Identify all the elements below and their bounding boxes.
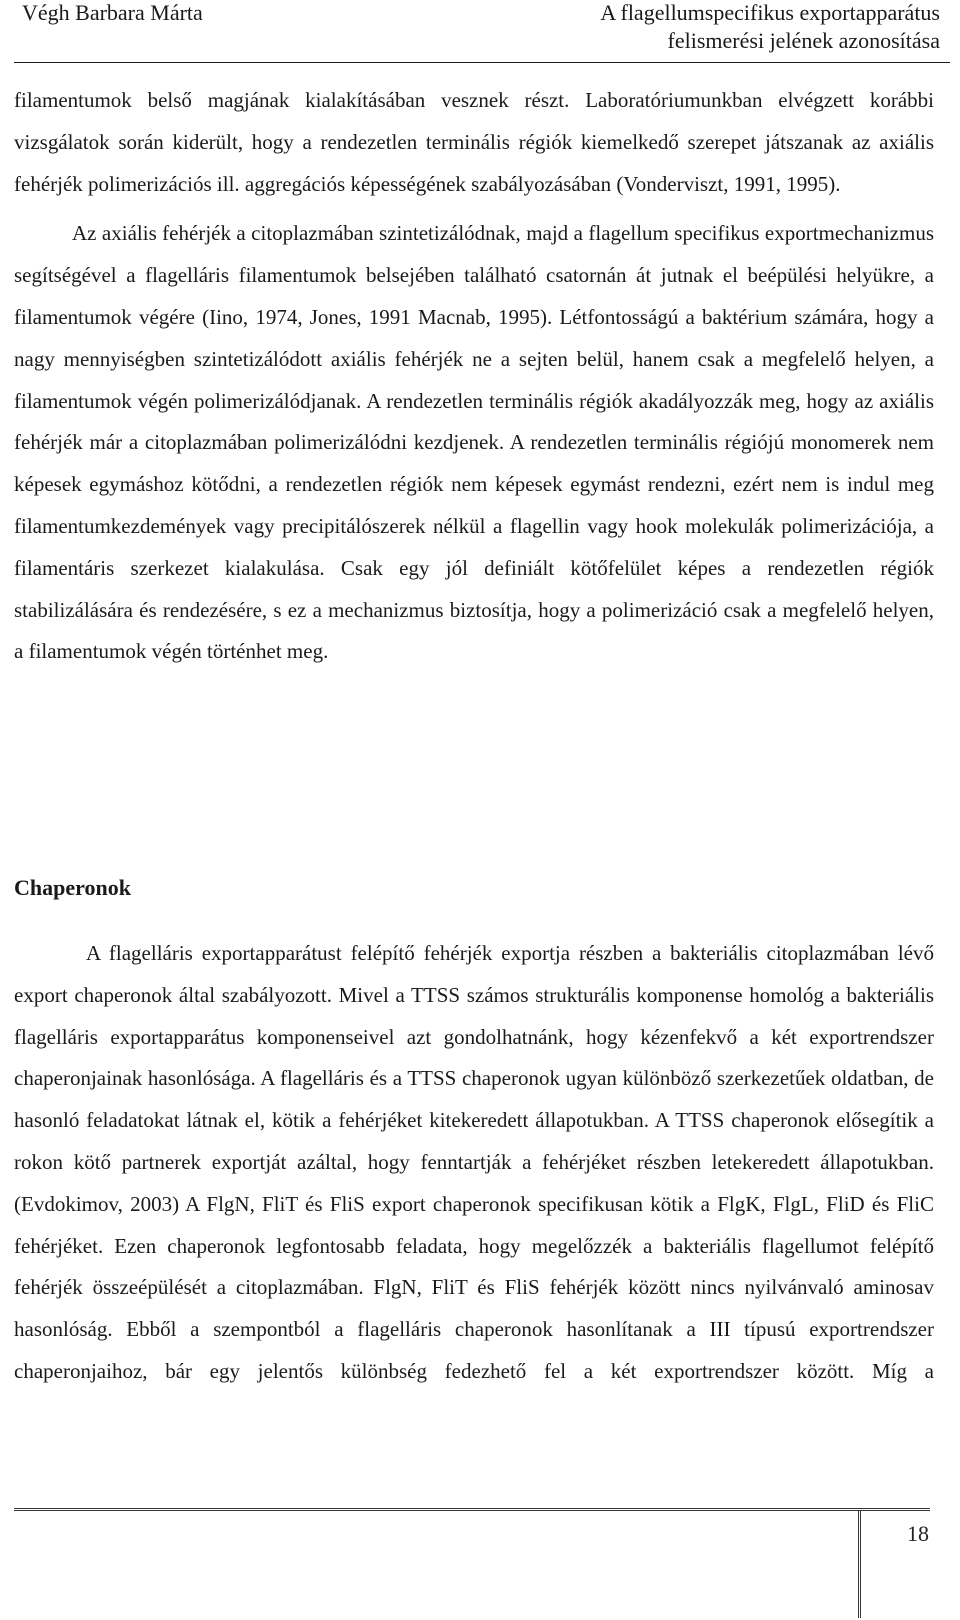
section-heading: Chaperonok bbox=[14, 875, 131, 900]
header-divider bbox=[14, 62, 950, 63]
body-paragraph-3: A flagelláris exportapparátust felépítő fehérjék exportja részben a bakteriális citoplazmában lévő export chaperonok által szabályozott. Mivel a TTSS számos strukturális komponense homológ a bakteriális flagelláris exportapparátus komponenseivel azt gondolhatnánk, hogy kézenfekvő a két exportrendszer chaperonjainak hasonlósága. A flagelláris és a TTSS chaperonok ugyan különböző szerkezetűek oldatban, de hasonló feladatokat látnak el, kötik a fehérjéket kitekeredett állapotukban. A TTSS chaperonok elősegítik a rokon kötő partnerek exportját azáltal, hogy fenntartják a fehérjéket részben letekeredett állapotukban. (Evdokimov, 2003) A FlgN, FliT és FliS export chaperonok specifikusan kötik a FlgK, FlgL, FliD és FliC fehérjéket. Ezen chaperonok legfontosabb feladata, hogy megelőzzék a bakteriális flagellumot felépítő fehérjék összeépülését a citoplazmában. FlgN, FliT és FliS fehérjék között nincs nyilvánvaló aminosav hasonlóság. Ebből a szempontból a flagelláris chaperonok hasonlítanak a III típusú exportrendszer chaperonjaihoz, bár egy jelentős különbség fedezhető fel a két exportrendszer között. Míg a bbox=[14, 941, 934, 1383]
footer-divider bbox=[14, 1508, 930, 1511]
header-title-line-2: felismerési jelének azonosítása bbox=[667, 28, 940, 53]
page-number-box bbox=[858, 1510, 933, 1618]
running-header bbox=[0, 0, 960, 60]
body-paragraph-1: filamentumok belső magjának kialakításában vesznek részt. Laboratóriumunkban elvégzett korábbi vizsgálatok során kiderült, hogy a rendezetlen terminális régiók kiemelkedő szerepet játszanak az axiális fehérjék polimerizációs ill. aggregációs képességének szabályozásában (Vonderviszt, 1991, 1995). bbox=[14, 88, 934, 196]
page-body bbox=[14, 80, 934, 1383]
header-title-line-1: A flagellumspecifikus exportapparátus bbox=[600, 0, 940, 25]
page-number: 18 bbox=[907, 1521, 929, 1546]
header-title bbox=[600, 0, 940, 55]
header-author: Végh Barbara Márta bbox=[22, 0, 203, 25]
body-paragraph-2: Az axiális fehérjék a citoplazmában szintetizálódnak, majd a flagellum specifikus exportmechanizmus segítségével a flagelláris filamentumok belsejében található csatornán át jutnak el beépülési helyükre, a filamentumok végére (Iino, 1974, Jones, 1991 Macnab, 1995). Létfontosságú a baktérium számára, hogy a nagy mennyiségben szintetizálódott axiális fehérjék ne a sejten belül, hanem csak a megfelelő helyen, a filamentumok végén polimerizálódjanak. A rendezetlen terminális régiók akadályozzák meg, hogy az axiális fehérjék már a citoplazmában polimerizálódni kezdjenek. A rendezetlen terminális régiójú monomerek nem képesek egymáshoz kötődni, a rendezetlen régiók nem képesek egymást rendezni, ezért nem is indul meg filamentumkezdemények vagy precipitálószerek nélkül a flagellin vagy hook molekulák polimerizációja, a filamentáris szerkezet kialakulása. Csak egy jól definiált kötőfelület képes a rendezetlen régiók stabilizálására és rendezésére, s ez a mechanizmus biztosítja, hogy a polimerizáció csak a megfelelő helyen, a filamentumok végén történhet meg. bbox=[14, 221, 934, 664]
